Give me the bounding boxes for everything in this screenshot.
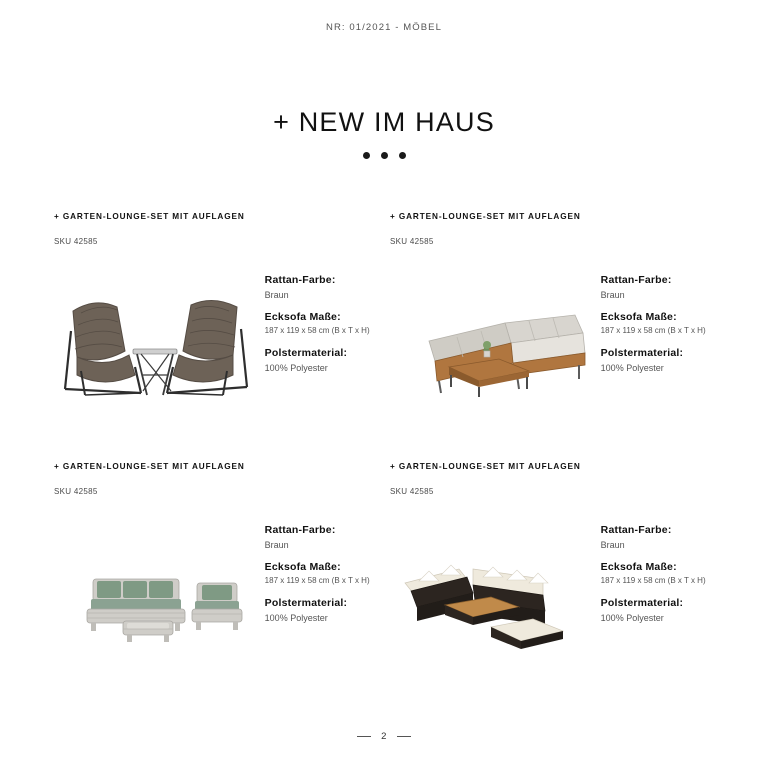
spec-value-dimensions: 187 x 119 x 58 cm (B x T x H) bbox=[264, 576, 370, 586]
spec-value-material: 100% Polyester bbox=[264, 612, 328, 623]
product-specs bbox=[601, 516, 710, 676]
footer-dash-left-icon bbox=[357, 736, 371, 737]
product-sku: SKU 42585 bbox=[390, 487, 434, 496]
product-heading: + GARTEN-LOUNGE-SET MIT AUFLAGEN bbox=[54, 462, 245, 471]
spec-label-material: Polstermaterial: bbox=[600, 596, 684, 609]
spec-label-color: Rattan-Farbe: bbox=[264, 274, 336, 286]
product-card bbox=[48, 462, 384, 712]
product-image-corner-sofa-set-light-grey-with-wooden-table bbox=[384, 266, 601, 426]
spec-value-dimensions: 187 x 119 x 58 cm (B x T x H) bbox=[600, 326, 706, 336]
product-image-dark-rattan-corner-sofa-set-cream-cushions bbox=[384, 516, 601, 676]
spec-value-material: 100% Polyester bbox=[264, 362, 328, 373]
spec-value-material: 100% Polyester bbox=[600, 362, 664, 373]
product-sku: SKU 42585 bbox=[54, 487, 98, 496]
spec-value-color: Braun bbox=[264, 290, 289, 300]
dot-icon bbox=[381, 152, 388, 159]
spec-value-color: Braun bbox=[264, 540, 289, 550]
footer-dash-right-icon bbox=[397, 736, 411, 737]
product-heading: + GARTEN-LOUNGE-SET MIT AUFLAGEN bbox=[390, 462, 581, 471]
spec-value-color: Braun bbox=[600, 540, 625, 550]
title-block bbox=[0, 108, 768, 159]
spec-label-color: Rattan-Farbe: bbox=[600, 524, 672, 536]
dot-icon bbox=[399, 152, 406, 159]
spec-label-material: Polstermaterial: bbox=[600, 346, 684, 359]
product-image-two-lounge-chairs-with-side-table bbox=[48, 266, 265, 426]
document-header: NR: 01/2021 - MÖBEL bbox=[326, 22, 442, 33]
spec-label-color: Rattan-Farbe: bbox=[600, 274, 672, 286]
product-heading: + GARTEN-LOUNGE-SET MIT AUFLAGEN bbox=[54, 212, 245, 221]
product-card bbox=[48, 212, 384, 462]
product-specs bbox=[601, 266, 710, 426]
product-image-rattan-sofa-set-green-cushions bbox=[48, 516, 265, 676]
product-card bbox=[384, 212, 720, 462]
product-heading: + GARTEN-LOUNGE-SET MIT AUFLAGEN bbox=[390, 212, 581, 221]
spec-label-dimensions: Ecksofa Maße: bbox=[264, 311, 341, 324]
product-specs bbox=[265, 516, 374, 676]
spec-value-material: 100% Polyester bbox=[600, 612, 664, 623]
dot-icon bbox=[363, 152, 370, 159]
product-grid bbox=[48, 212, 720, 712]
spec-label-dimensions: Ecksofa Maße: bbox=[600, 561, 677, 574]
spec-value-color: Braun bbox=[600, 290, 625, 300]
spec-label-material: Polstermaterial: bbox=[264, 346, 348, 359]
spec-label-material: Polstermaterial: bbox=[264, 596, 348, 609]
product-specs bbox=[265, 266, 374, 426]
page-title: + NEW IM HAUS bbox=[273, 107, 495, 137]
page-number: 2 bbox=[381, 731, 387, 742]
dot-separator bbox=[0, 152, 768, 159]
product-sku: SKU 42585 bbox=[54, 237, 98, 246]
spec-label-color: Rattan-Farbe: bbox=[264, 524, 336, 536]
spec-label-dimensions: Ecksofa Maße: bbox=[264, 561, 341, 574]
product-sku: SKU 42585 bbox=[390, 237, 434, 246]
page-footer bbox=[0, 731, 768, 742]
spec-label-dimensions: Ecksofa Maße: bbox=[600, 311, 677, 324]
spec-value-dimensions: 187 x 119 x 58 cm (B x T x H) bbox=[600, 576, 706, 586]
spec-value-dimensions: 187 x 119 x 58 cm (B x T x H) bbox=[264, 326, 370, 336]
product-card bbox=[384, 462, 720, 712]
